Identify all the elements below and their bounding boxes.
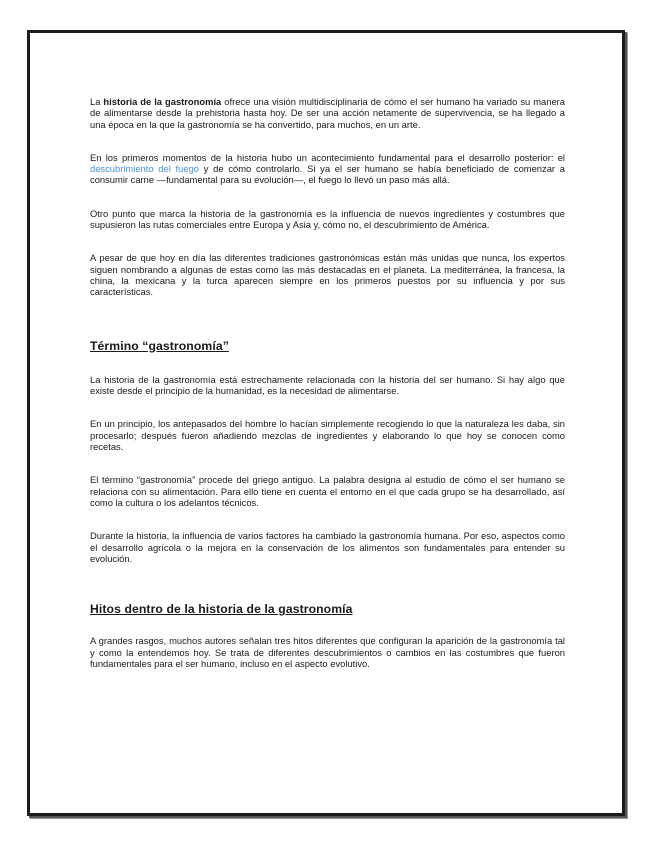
hitos-paragraph-1: A grandes rasgos, muchos autores señalan tres hitos diferentes que configuran la aparición de la gastronomía tal y como la entendemos hoy. Se trata de diferentes descubrimientos o cambios en las costumbres que fueron fundamentales para el ser humano, incluso en el aspecto evolutivo. <box>90 635 565 670</box>
intro-paragraph-2: En los primeros momentos de la historia hubo un acontecimiento fundamental para el desarrollo posterior: el descubrimiento del fuego y de cómo controlarlo. Si ya el ser humano se había beneficiado de comenzar a consumir carne —fundamental para su evolución—, el fuego lo llevó un paso más allá. <box>90 151 565 186</box>
intro-paragraph-1: La historia de la gastronomía ofrece una visión multidisciplinaria de cómo el ser humano ha variado su manera de alimentarse desde la prehistoria hasta hoy. De ser una acción netamente de supervivencia, se ha llegado a una época en la que la gastronomía se ha convertido, para muchos, en un arte. <box>90 96 565 130</box>
intro-paragraph-3: Otro punto que marca la historia de la gastronomía es la influencia de nuevos ingredientes y costumbres que supusieron las rutas comerciales entre Europa y Asia y, cómo no, el descubrimiento de América. <box>90 207 565 231</box>
termino-paragraph-1: La historia de la gastronomía está estrechamente relacionada con la historia del ser humano. Si hay algo que existe desde el principio de la humanidad, es la necesidad de alimentarse. <box>90 373 565 397</box>
section-heading-hitos: Hitos dentro de la historia de la gastronomía <box>90 602 353 617</box>
fire-discovery-link[interactable]: descubrimiento del fuego <box>90 163 200 175</box>
termino-paragraph-4: Durante la historia, la influencia de varios factores ha cambiado la gastronomía humana. Por eso, aspectos como el desarrollo agrícola o la mejora en la conservación de los alimentos son fundamentales para entender su evolución. <box>90 530 565 564</box>
termino-paragraph-2: En un principio, los antepasados del hombre lo hacían simplemente recogiendo lo que la naturaleza les daba, sin procesarlo; después fueron añadiendo mezclas de ingredientes y elaborando lo que hoy se conocen como recetas. <box>90 418 565 453</box>
bold-term: historia de la gastronomía <box>103 96 222 107</box>
document-body <box>90 96 565 669</box>
intro-paragraph-4: A pesar de que hoy en día las diferentes tradiciones gastronómicas están más unidas que nunca, los expertos siguen nombrando a algunas de estas como las más destacadas en el planeta. La mediterránea, la francesa, la china, la mexicana y la turca aparecen siempre en los primeros puestos por su influencia y por sus características. <box>90 252 565 298</box>
section-heading-termino: Término “gastronomía” <box>90 338 229 353</box>
termino-paragraph-3: El término “gastronomía” procede del griego antiguo. La palabra designa al estudio de cómo el ser humano se relaciona con su alimentación. Para ello tiene en cuenta el entorno en el que cada grupo se ha desarrollado, así como la cultura o los adelantos técnicos. <box>90 474 565 508</box>
